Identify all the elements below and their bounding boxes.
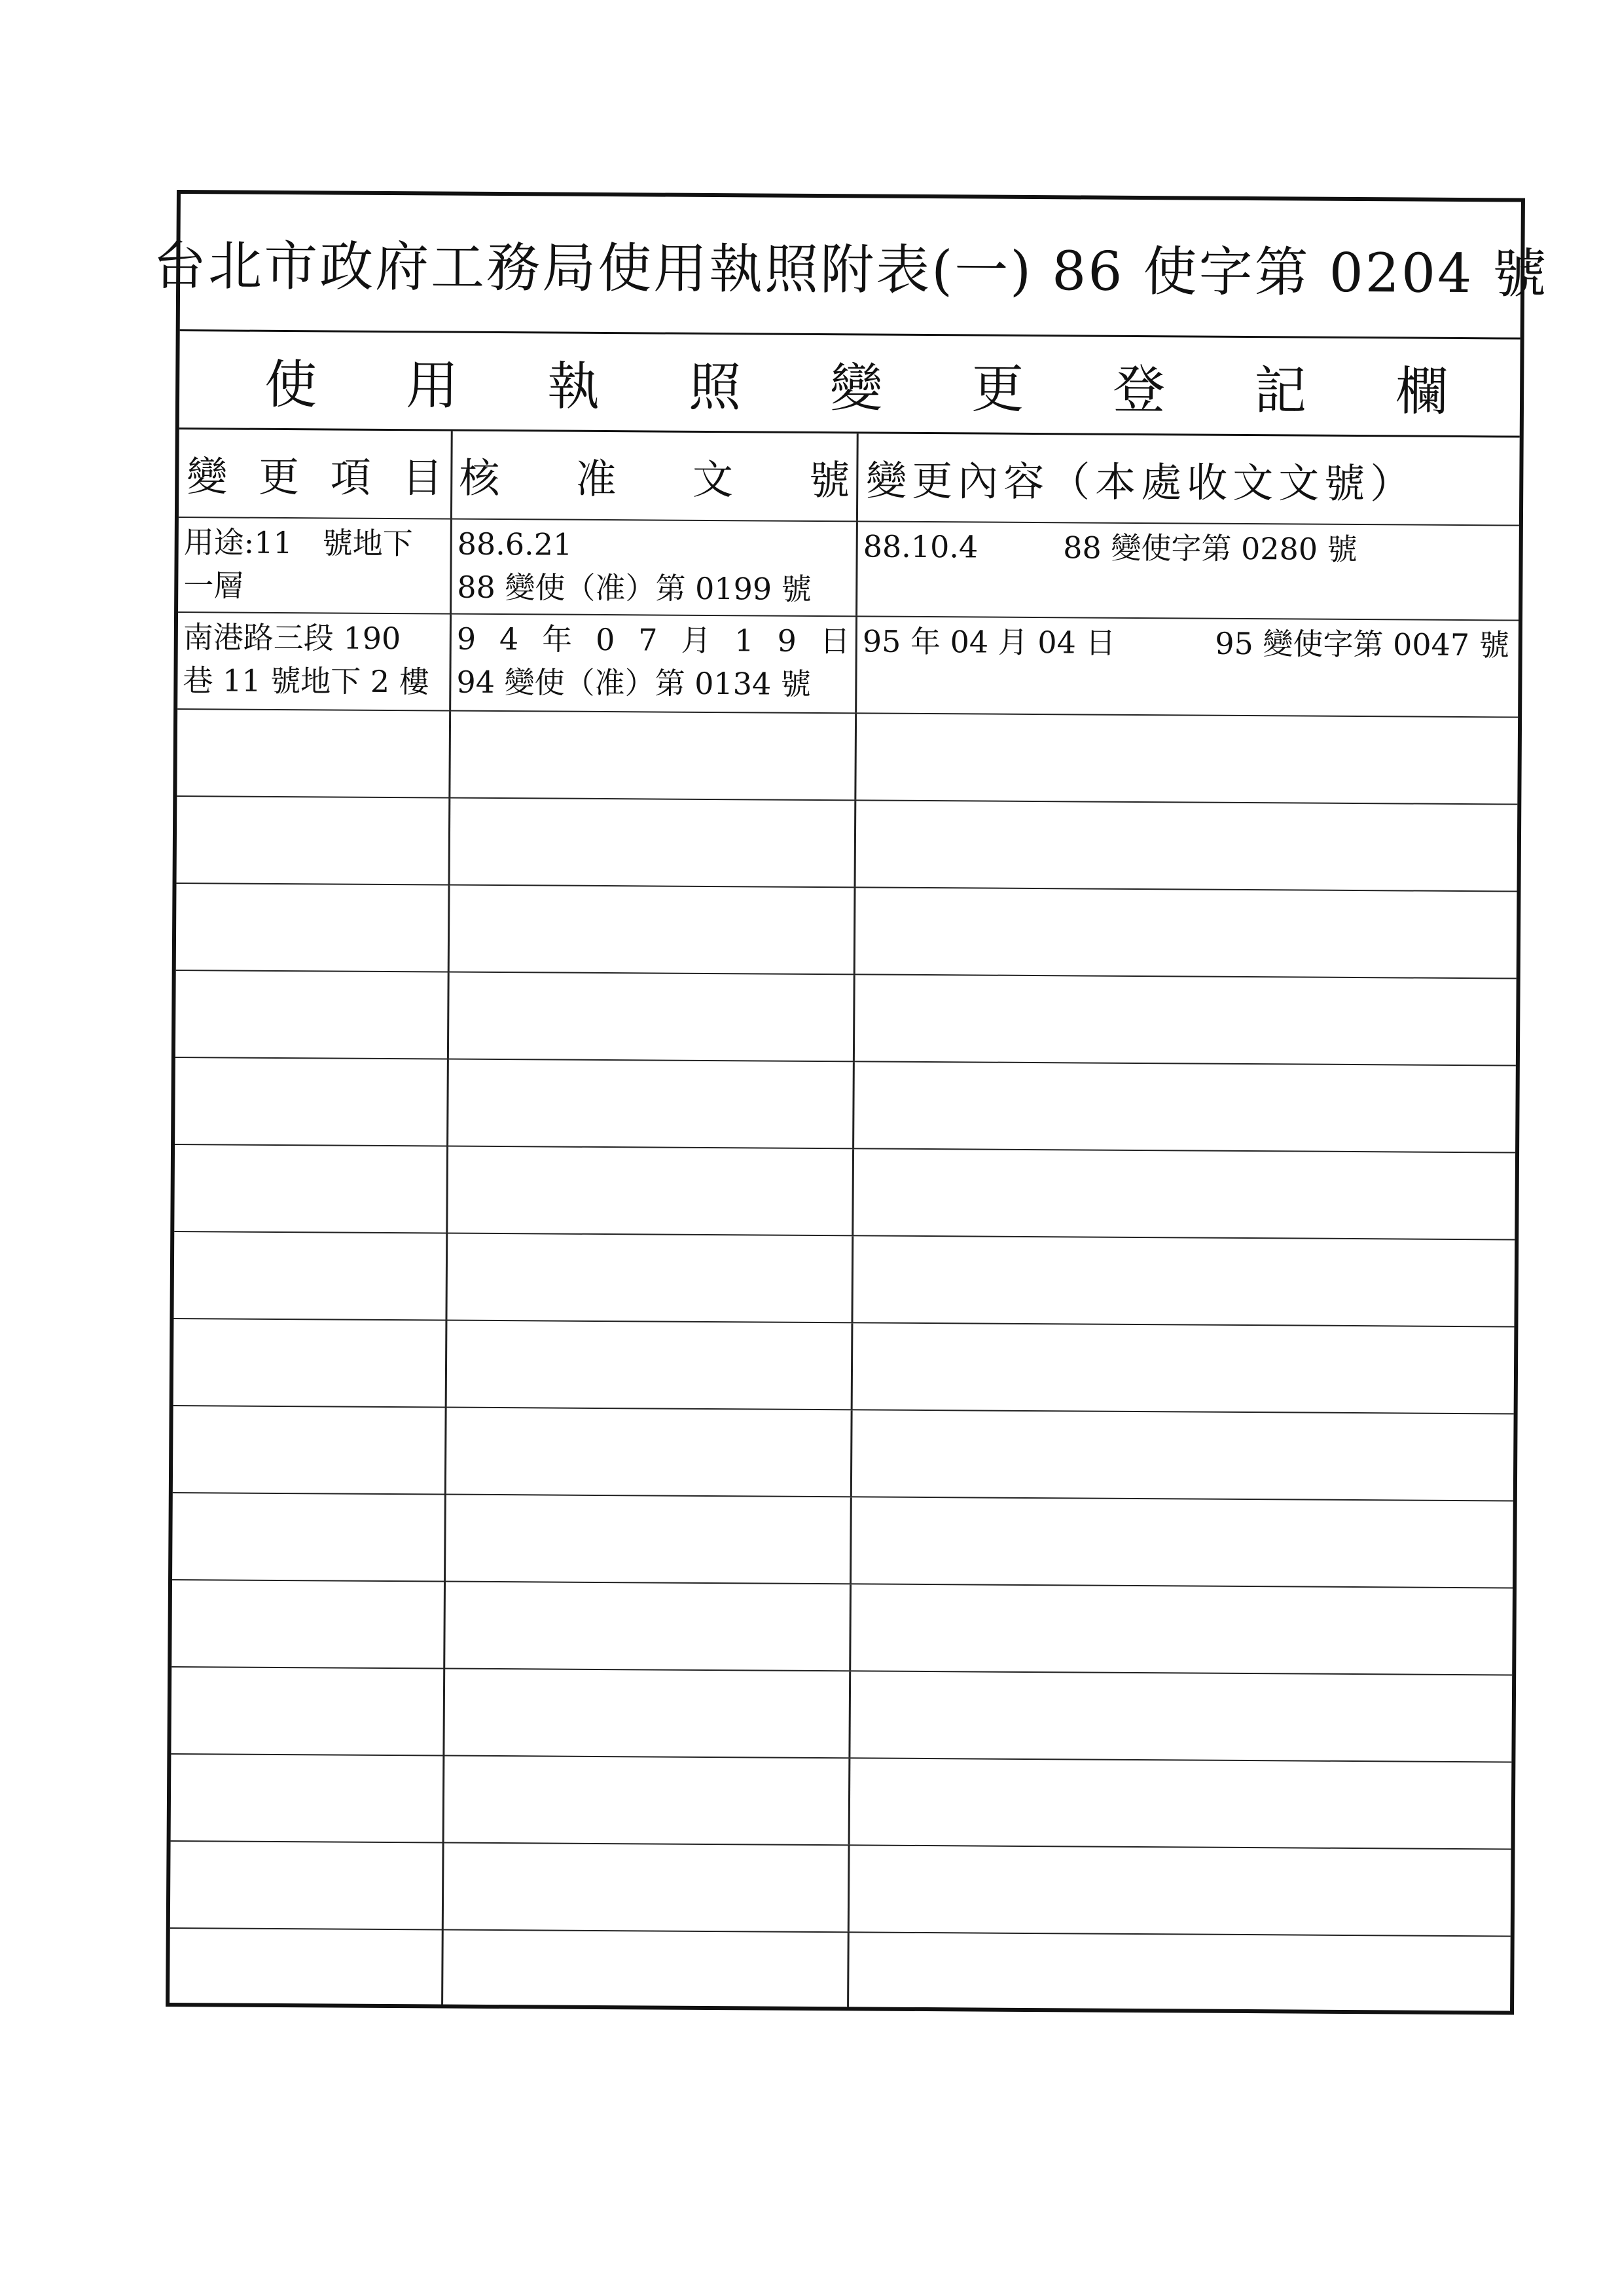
empty-cell bbox=[444, 1757, 851, 1845]
empty-cell bbox=[445, 1582, 852, 1671]
empty-cell bbox=[171, 1580, 446, 1668]
change-content-cell bbox=[857, 522, 1519, 619]
cell-line: 用途:11 號地下 bbox=[183, 524, 413, 562]
empty-cell bbox=[852, 1410, 1514, 1500]
date-char: 4 bbox=[499, 621, 519, 657]
approval-date bbox=[457, 617, 850, 663]
table-row bbox=[177, 613, 1519, 718]
empty-cell bbox=[854, 1149, 1515, 1239]
empty-cell bbox=[855, 888, 1517, 977]
section-title-char: 使 bbox=[264, 354, 317, 416]
section-title-char: 照 bbox=[688, 356, 742, 418]
date-char: 7 bbox=[638, 622, 658, 658]
empty-cell bbox=[450, 886, 856, 974]
date-char: 年 bbox=[542, 621, 573, 657]
content-line bbox=[863, 524, 1513, 572]
empty-table-row bbox=[170, 1842, 1511, 1937]
header-change-item bbox=[179, 429, 453, 519]
empty-cell bbox=[854, 1062, 1516, 1152]
date-char: 1 bbox=[734, 623, 754, 659]
header-char: 更 bbox=[258, 452, 300, 501]
empty-table-row bbox=[175, 971, 1517, 1066]
empty-cell bbox=[856, 801, 1518, 890]
header-char: 項 bbox=[330, 453, 371, 501]
header-char: 目 bbox=[402, 454, 443, 502]
empty-cell bbox=[173, 1406, 447, 1494]
date-char: 9 bbox=[777, 623, 797, 659]
content-date: 95 年 04 月 04 日 bbox=[862, 623, 1116, 661]
empty-table-row bbox=[171, 1580, 1513, 1676]
cell-line: 巷 11 號地下 2 樓 bbox=[183, 663, 429, 700]
empty-cell bbox=[175, 971, 450, 1059]
section-title-char: 變 bbox=[829, 357, 883, 419]
section-title-char: 用 bbox=[405, 355, 459, 416]
empty-table-row bbox=[171, 1667, 1512, 1763]
empty-cell bbox=[448, 1060, 855, 1148]
date-char: 日 bbox=[819, 623, 850, 659]
empty-table-row bbox=[176, 884, 1517, 979]
empty-cell bbox=[173, 1319, 448, 1407]
empty-cell bbox=[444, 1669, 851, 1758]
empty-cell bbox=[171, 1667, 445, 1755]
content-line bbox=[863, 619, 1513, 666]
page-title: 台北市政府工務局使用執照附表(一) 86 使字第 0204 號 bbox=[180, 194, 1521, 340]
empty-cell bbox=[173, 1232, 448, 1320]
empty-cell bbox=[450, 712, 857, 800]
empty-cell bbox=[177, 797, 451, 884]
change-item-cell bbox=[178, 518, 452, 613]
empty-cell bbox=[853, 1323, 1515, 1413]
empty-cell bbox=[853, 1236, 1515, 1326]
section-title-char: 更 bbox=[971, 358, 1024, 420]
empty-cell bbox=[171, 1755, 445, 1842]
empty-table-row bbox=[172, 1493, 1513, 1589]
empty-cell bbox=[174, 1145, 448, 1233]
empty-cell bbox=[170, 1842, 444, 1929]
cell-line: 88.6.21 bbox=[457, 526, 573, 562]
empty-cell bbox=[852, 1497, 1513, 1587]
empty-cell bbox=[447, 1321, 854, 1410]
empty-cell bbox=[447, 1234, 854, 1322]
section-title-char: 執 bbox=[547, 355, 600, 417]
empty-cell bbox=[444, 1844, 850, 1932]
empty-table-row bbox=[177, 710, 1518, 805]
approval-number-cell bbox=[451, 615, 857, 713]
empty-table-row bbox=[171, 1755, 1512, 1850]
header-char: 准 bbox=[575, 454, 617, 503]
approval-number-cell bbox=[452, 520, 858, 616]
section-title-char: 欄 bbox=[1395, 361, 1448, 422]
empty-cell bbox=[448, 1147, 854, 1235]
empty-cell bbox=[175, 1058, 449, 1146]
empty-cell bbox=[850, 1758, 1512, 1848]
empty-table-row bbox=[170, 1929, 1511, 2011]
date-char: 月 bbox=[681, 622, 711, 658]
section-title-char: 記 bbox=[1253, 360, 1307, 422]
section-title-char: 登 bbox=[1112, 359, 1166, 421]
header-approval-number bbox=[452, 431, 859, 521]
cell-line: 88 變使（准）第 0199 號 bbox=[457, 569, 812, 607]
empty-cell bbox=[177, 710, 451, 797]
cell-line: 一層 bbox=[183, 568, 244, 604]
empty-table-row bbox=[177, 797, 1518, 892]
document-frame bbox=[152, 190, 1549, 2015]
table-header-row bbox=[179, 429, 1520, 526]
section-title bbox=[179, 331, 1520, 438]
header-change-content: 變更內容（本處收文文號） bbox=[866, 456, 1416, 508]
empty-cell bbox=[849, 1933, 1511, 2011]
empty-table-row bbox=[173, 1232, 1515, 1328]
empty-cell bbox=[850, 1846, 1511, 1935]
header-char: 變 bbox=[187, 452, 228, 501]
empty-cell bbox=[176, 884, 450, 972]
empty-table-row bbox=[173, 1406, 1514, 1502]
header-char: 文 bbox=[692, 455, 734, 504]
empty-cell bbox=[450, 799, 857, 887]
change-content-cell bbox=[857, 617, 1519, 716]
empty-cell bbox=[856, 714, 1518, 803]
empty-cell bbox=[446, 1495, 852, 1584]
cell-line: 94 變使（准）第 0134 號 bbox=[456, 664, 812, 702]
content-number: 88 變使字第 0280 號 bbox=[1063, 530, 1357, 568]
empty-cell bbox=[170, 1929, 444, 2005]
content-number: 95 變使字第 0047 號 bbox=[1215, 625, 1509, 663]
empty-table-row bbox=[173, 1319, 1515, 1415]
cell-line: 南港路三段 190 bbox=[183, 619, 401, 657]
content-date: 88.10.4 bbox=[863, 528, 979, 565]
table-row bbox=[178, 518, 1519, 621]
empty-cell bbox=[172, 1493, 446, 1581]
empty-cell bbox=[850, 1671, 1512, 1761]
empty-cell bbox=[443, 1931, 850, 2007]
header-char: 核 bbox=[459, 454, 500, 503]
empty-cell bbox=[855, 975, 1517, 1065]
empty-table-row bbox=[175, 1058, 1516, 1154]
change-item-cell bbox=[177, 613, 452, 710]
empty-cell bbox=[449, 973, 855, 1061]
date-char: 9 bbox=[456, 621, 476, 657]
change-register-table bbox=[170, 429, 1520, 2011]
header-char: 號 bbox=[809, 456, 850, 505]
empty-cell bbox=[851, 1584, 1513, 1674]
date-char: 0 bbox=[595, 621, 615, 658]
empty-cell bbox=[446, 1408, 853, 1497]
empty-table-row bbox=[174, 1145, 1515, 1241]
